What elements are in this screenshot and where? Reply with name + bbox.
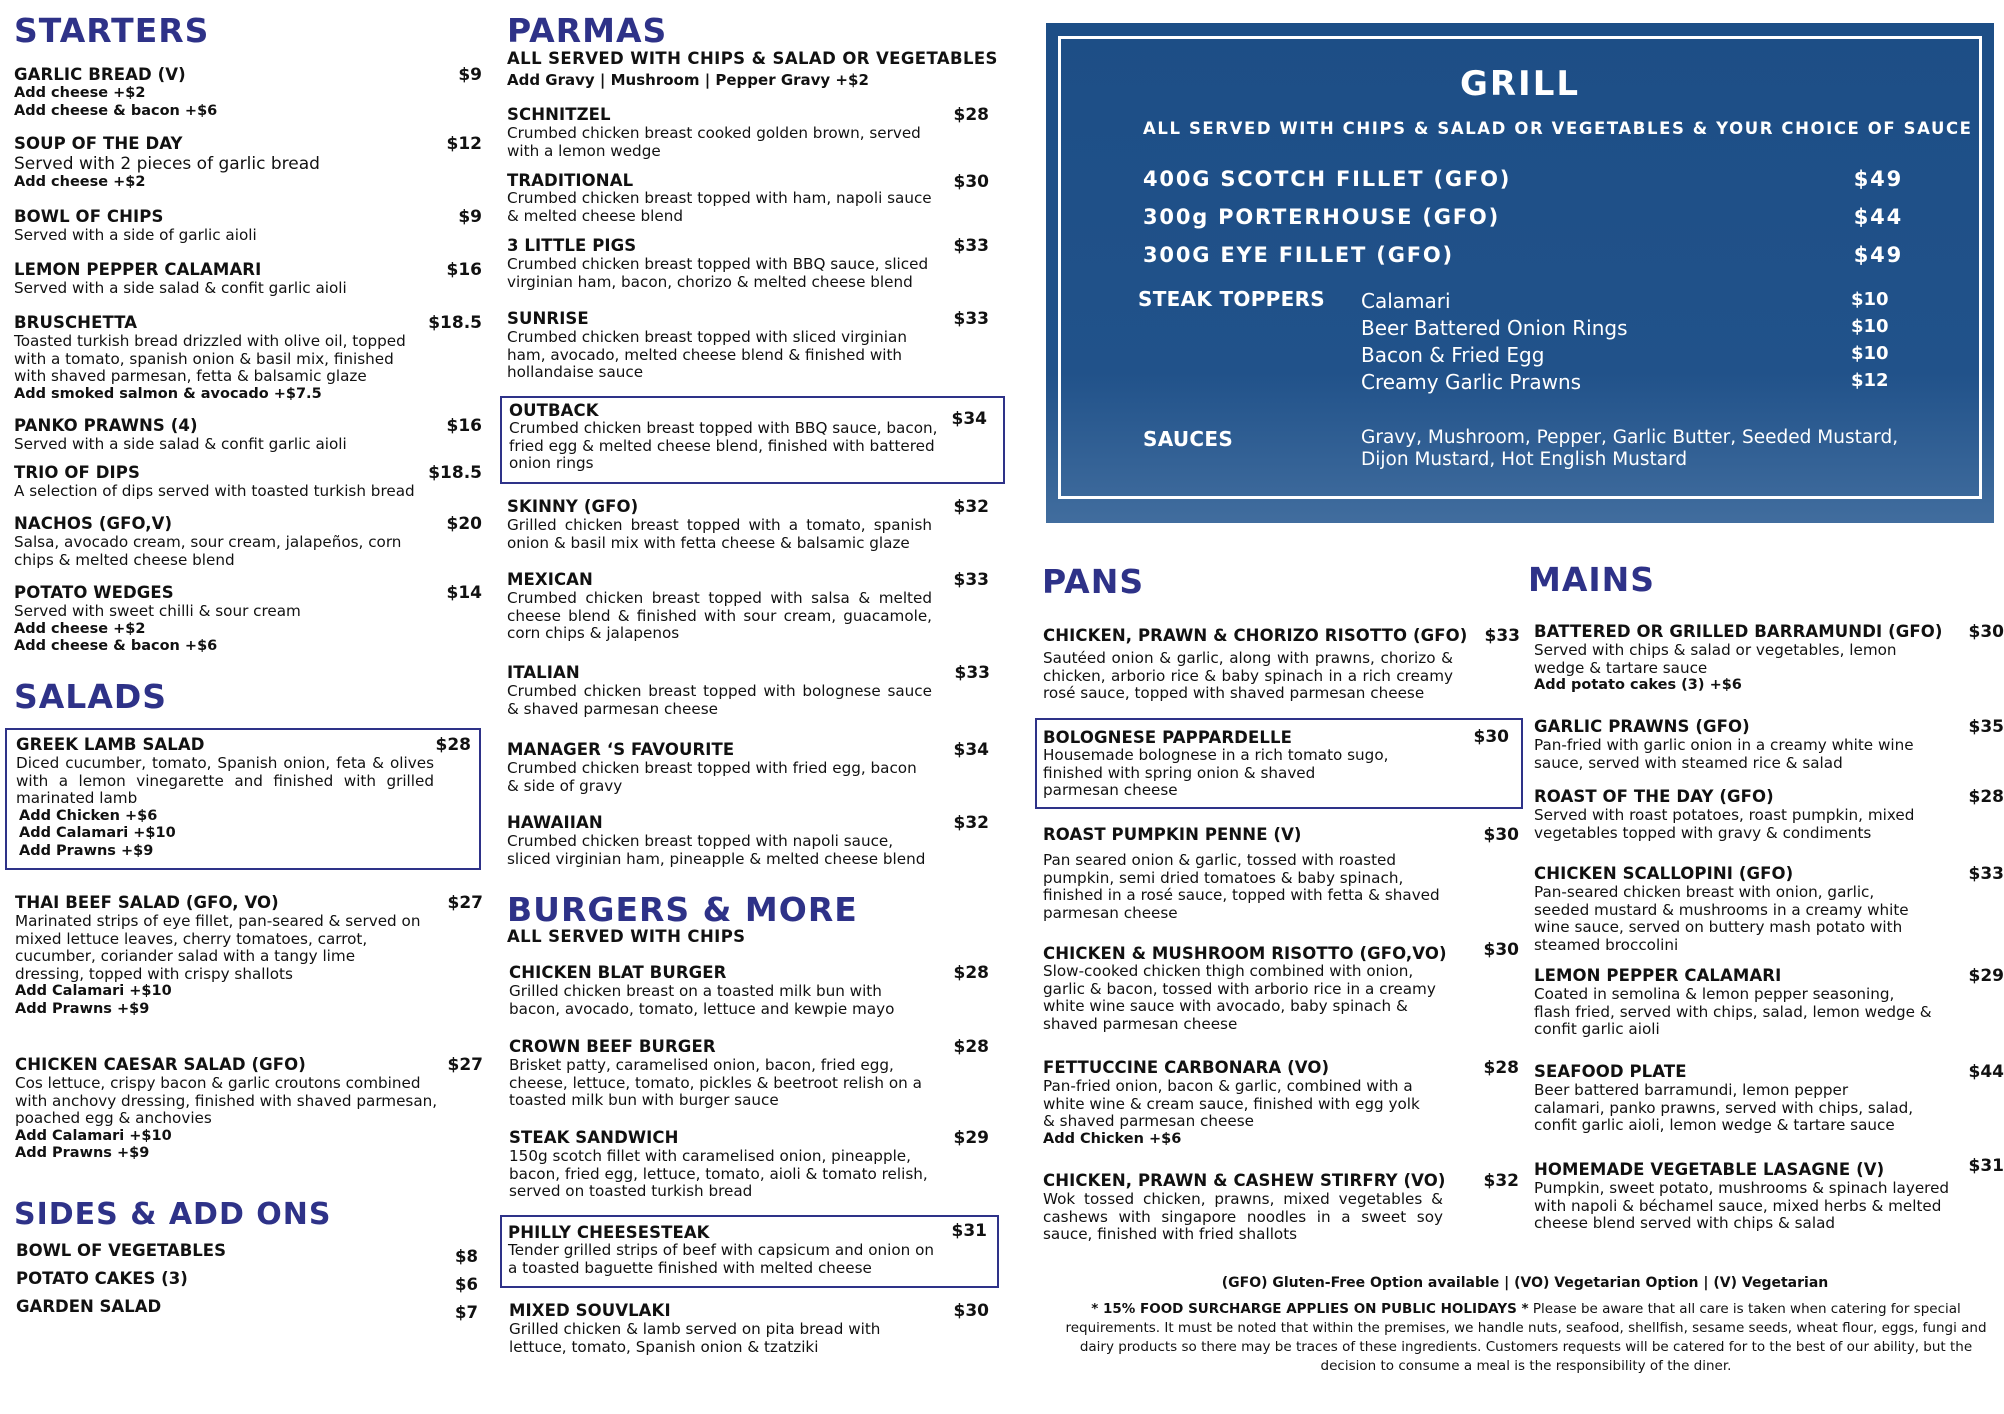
menu-item: [509, 1301, 987, 1356]
item-name: BATTERED OR GRILLED BARRAMUNDI (GFO): [1534, 622, 1943, 641]
item-description: Crumbed chicken breast topped with sliced virginian ham, avocado, melted cheese blend & finished with hollandaise sauce: [507, 328, 907, 381]
mains-heading: MAINS: [1528, 560, 1656, 599]
sauces-list: Gravy, Mushroom, Pepper, Garlic Butter, Seeded Mustard, Dijon Mustard, Hot English Mustard: [1361, 427, 1899, 470]
item-description: Crumbed chicken breast topped with BBQ sauce, sliced virginian ham, bacon, chorizo & melted cheese blend: [507, 255, 929, 291]
menu-item: [507, 497, 987, 552]
item-price: $28: [435, 735, 471, 755]
item-description: Served with 2 pieces of garlic bread: [14, 154, 320, 174]
grill-heading: GRILL: [1459, 64, 1581, 104]
footer-notice: [1062, 1300, 1990, 1376]
item-name: HOMEMADE VEGETABLE LASAGNE (V): [1534, 1160, 1885, 1179]
item-name: 300G EYE FILLET (GFO): [1143, 243, 1454, 267]
item-price: $16: [446, 260, 482, 280]
grill-panel: [1046, 23, 1994, 523]
item-name: Bacon & Fried Egg: [1361, 343, 1545, 367]
item-description: Brisket patty, caramelised onion, bacon, fried egg, cheese, lettuce, tomato, pickles & beetroot relish on a toasted milk bun with burger sauce: [509, 1056, 922, 1109]
item-name: NACHOS (GFO,V): [14, 514, 173, 533]
item-name: TRIO OF DIPS: [14, 463, 140, 482]
item-description: Beer battered barramundi, lemon pepper calamari, panko prawns, served with chips, salad, confit garlic aioli, lemon wedge & tartare sauce: [1534, 1081, 1914, 1134]
item-description: Slow-cooked chicken thigh combined with onion, garlic & bacon, tossed with arborio rice in a creamy white wine sauce with avocado, baby spinach & shaved parmesan cheese: [1043, 962, 1436, 1033]
item-description: Served with chips & salad or vegetables, lemon wedge & tartare sauce: [1534, 641, 1897, 677]
menu-item: [15, 893, 483, 1018]
grill-panel-border: [1058, 36, 1982, 499]
item-name: MANAGER ‘S FAVOURITE: [507, 740, 735, 759]
item-price: $44: [1853, 205, 1903, 229]
item-addon: Add cheese & bacon +$6: [14, 638, 218, 654]
grill-subheading: ALL SERVED WITH CHIPS & SALAD OR VEGETABLES & YOUR CHOICE OF SAUCE: [1143, 119, 1973, 138]
salads-heading: SALADS: [14, 677, 168, 716]
menu-item: [1534, 966, 2004, 1039]
item-price: $12: [446, 134, 482, 154]
item-name: SEAFOOD PLATE: [1534, 1062, 1687, 1081]
item-price: $32: [1483, 1171, 1519, 1191]
item-name: SOUP OF THE DAY: [14, 134, 183, 153]
menu-item-featured: [500, 396, 1005, 484]
menu-item: [14, 207, 482, 245]
item-name: TRADITIONAL: [507, 171, 634, 190]
item-price: $44: [1968, 1062, 2004, 1082]
menu-item: [1043, 1171, 1519, 1244]
menu-item: [14, 65, 482, 120]
item-description: Crumbed chicken breast topped with salsa & melted cheese blend & finished with sour cream, guacamole, corn chips & jalapenos: [507, 589, 932, 642]
item-price: $10: [1851, 289, 1889, 310]
item-name: ITALIAN: [507, 663, 580, 682]
topper-item: [1361, 370, 1889, 394]
item-name: BRUSCHETTA: [14, 313, 138, 332]
sides-heading: SIDES & ADD ONS: [14, 1197, 332, 1232]
item-name: MEXICAN: [507, 570, 593, 589]
menu-item: [507, 813, 987, 868]
sauces-label: SAUCES: [1143, 427, 1234, 451]
item-description: Crumbed chicken breast topped with napoli sauce, sliced virginian ham, pineapple & melted cheese blend: [507, 832, 926, 868]
item-price: $33: [953, 570, 989, 590]
item-description: Toasted turkish bread drizzled with olive oil, topped with a tomato, spanish onion & basil mix, finished with shaved parmesan, fetta & balsamic glaze: [14, 332, 406, 385]
item-name: SCHNITZEL: [507, 105, 611, 124]
item-price: $14: [446, 583, 482, 603]
menu-item: [1043, 626, 1520, 703]
allergy-notice: Please be aware that all care is taken when catering for special requirements. It must be noted that within the premises, we handle nuts, seafood, shellfish, sesame seeds, wheat flour, eggs, fungi and dairy products so there may be traces of these ingredients. Customers requests will be catered for to the best of our ability, but the decision to consume a meal is the responsibility of the diner.: [1065, 1301, 1987, 1374]
item-name: STEAK SANDWICH: [509, 1128, 679, 1147]
surcharge-notice: * 15% FOOD SURCHARGE APPLIES ON PUBLIC HOLIDAYS *: [1091, 1301, 1529, 1317]
menu-item: [15, 1055, 483, 1163]
item-name: 300g PORTERHOUSE (GFO): [1143, 205, 1500, 229]
item-description: Served with roast potatoes, roast pumpkin, mixed vegetables topped with gravy & condiments: [1534, 806, 1915, 842]
menu-item: [507, 663, 990, 718]
item-description: Served with sweet chilli & sour cream: [14, 602, 301, 620]
item-description: Cos lettuce, crispy bacon & garlic croutons combined with anchovy dressing, finished with shaved parmesan, poached egg & anchovies: [15, 1074, 438, 1127]
item-price: $18.5: [428, 463, 482, 483]
item-price: $33: [954, 663, 990, 683]
item-price: $34: [951, 409, 987, 429]
item-name: CHICKEN BLAT BURGER: [509, 963, 727, 982]
item-name: POTATO WEDGES: [14, 583, 174, 602]
item-description: Pumpkin, sweet potato, mushrooms & spinach layered with napoli & béchamel sauce, mixed herbs & melted cheese blend served with chips & salad: [1534, 1179, 1950, 1232]
item-name: ROAST PUMPKIN PENNE (V): [1043, 825, 1302, 844]
topper-item: [1361, 343, 1889, 367]
menu-item: [14, 313, 482, 403]
item-name: SUNRISE: [507, 309, 589, 328]
steak-item: [1143, 167, 1903, 191]
item-name: 400G SCOTCH FILLET (GFO): [1143, 167, 1512, 191]
item-description: Sautéed onion & garlic, along with prawns, chorizo & chicken, arborio rice & baby spinach in a rich creamy rosé sauce, topped with shaved parmesan cheese: [1043, 649, 1453, 702]
item-description: Grilled chicken & lamb served on pita bread with lettuce, tomato, Spanish onion & tzatziki: [509, 1320, 881, 1356]
menu-item: [14, 514, 482, 569]
menu-item: [509, 963, 987, 1018]
item-addon: Add Prawns +$9: [15, 1000, 150, 1017]
item-price: $30: [1473, 727, 1509, 747]
item-price: $27: [447, 893, 483, 913]
item-name: GARLIC BREAD (V): [14, 65, 186, 84]
item-name: LEMON PEPPER CALAMARI: [1534, 966, 1782, 985]
item-addon: Add cheese +$2: [14, 85, 146, 101]
item-addon: Add cheese +$2: [14, 620, 146, 637]
item-price: $20: [446, 514, 482, 534]
item-name: PANKO PRAWNS (4): [14, 416, 198, 435]
burgers-subheading: ALL SERVED WITH CHIPS: [507, 927, 746, 946]
item-name: MIXED SOUVLAKI: [509, 1301, 671, 1320]
item-description: Crumbed chicken breast topped with fried egg, bacon & side of gravy: [507, 759, 917, 795]
menu-item: [1534, 787, 2004, 842]
item-name: THAI BEEF SALAD (GFO, VO): [15, 893, 279, 912]
item-description: Served with a side of garlic aioli: [14, 226, 257, 244]
item-name: CHICKEN & MUSHROOM RISOTTO (GFO,VO): [1043, 944, 1447, 963]
menu-item: [14, 463, 482, 501]
burgers-heading: BURGERS & MORE: [507, 890, 858, 929]
item-price: $33: [953, 309, 989, 329]
item-name: CROWN BEEF BURGER: [509, 1037, 716, 1056]
item-name: CHICKEN SCALLOPINI (GFO): [1534, 864, 1794, 883]
item-name: Beer Battered Onion Rings: [1361, 316, 1628, 340]
item-name: PHILLY CHEESESTEAK: [508, 1223, 710, 1242]
item-name: CHICKEN, PRAWN & CASHEW STIRFRY (VO): [1043, 1171, 1446, 1190]
item-description: Crumbed chicken breast topped with BBQ sauce, bacon, fried egg & melted cheese blend, finished with battered onion rings: [509, 419, 938, 472]
menu-item-featured: [500, 1215, 999, 1288]
item-addon: Add potato cakes (3) +$6: [1534, 677, 1742, 693]
menu-item-featured: [5, 728, 481, 870]
item-addon: Add smoked salmon & avocado +$7.5: [14, 385, 322, 402]
item-price: $12: [1851, 370, 1889, 391]
item-description: Diced cucumber, tomato, Spanish onion, feta & olives with a lemon vinegarette and finished with grilled marinated lamb: [16, 754, 434, 807]
menu-item: [14, 134, 482, 192]
item-price: $49: [1853, 243, 1903, 267]
menu-item: [1534, 864, 2004, 954]
item-price: $31: [1968, 1156, 2004, 1176]
item-addon: Add Prawns +$9: [15, 1145, 150, 1161]
parmas-note: Add Gravy | Mushroom | Pepper Gravy +$2: [507, 71, 869, 89]
item-price: $30: [1968, 622, 2004, 642]
item-description: Tender grilled strips of beef with capsicum and onion on a toasted baguette finished with melted cheese: [508, 1241, 935, 1277]
item-name: LEMON PEPPER CALAMARI: [14, 260, 262, 279]
item-name: OUTBACK: [509, 401, 599, 420]
item-description: Crumbed chicken breast cooked golden brown, served with a lemon wedge: [507, 124, 921, 160]
item-description: Crumbed chicken breast topped with ham, napoli sauce & melted cheese blend: [507, 189, 932, 225]
menu-item: [509, 1128, 987, 1201]
item-price: $27: [447, 1055, 483, 1075]
item-name: CHICKEN CAESAR SALAD (GFO): [15, 1055, 306, 1074]
side-item: [16, 1269, 478, 1294]
topper-item: [1361, 316, 1889, 340]
item-price: $34: [953, 740, 989, 760]
steak-toppers-label: STEAK TOPPERS: [1138, 287, 1325, 311]
item-description: Grilled chicken breast on a toasted milk bun with bacon, avocado, tomato, lettuce and kewpie mayo: [509, 982, 895, 1018]
item-addon: Add Chicken +$6: [1043, 1130, 1182, 1147]
item-price: $33: [1968, 864, 2004, 884]
item-name: Calamari: [1361, 289, 1451, 313]
item-description: Marinated strips of eye fillet, pan-seared & served on mixed lettuce leaves, cherry tomatoes, carrot, cucumber, coriander salad with a tangy lime dressing, topped with crispy shallots: [15, 912, 421, 983]
menu-item: [1534, 622, 2004, 695]
item-name: CHICKEN, PRAWN & CHORIZO RISOTTO (GFO): [1043, 626, 1468, 645]
item-description: Crumbed chicken breast topped with bolognese sauce & shaved parmesan cheese: [507, 682, 932, 718]
menu-item: [14, 583, 482, 656]
item-name: FETTUCCINE CARBONARA (VO): [1043, 1058, 1330, 1077]
item-price: $9: [458, 65, 482, 85]
item-description: Wok tossed chicken, prawns, mixed vegetables & cashews with singapore noodles in a sweet soy sauce, finished with fried shallots: [1043, 1190, 1443, 1243]
item-price: $8: [455, 1247, 478, 1266]
item-price: $28: [953, 105, 989, 125]
pans-heading: PANS: [1042, 562, 1145, 601]
menu-item: [507, 172, 987, 225]
item-price: $33: [953, 236, 989, 256]
item-description: Served with a side salad & confit garlic aioli: [14, 279, 347, 297]
item-description: Pan seared onion & garlic, tossed with roasted pumpkin, semi dried tomatoes & baby spinach, finished in a rosé sauce, topped with fetta & shaved parmesan cheese: [1043, 851, 1440, 922]
item-addon: Add Calamari +$10: [15, 1127, 172, 1144]
item-price: $10: [1851, 343, 1889, 364]
menu-item: [507, 309, 987, 382]
item-description: Pan-fried onion, bacon & garlic, combined with a white wine & cream sauce, finished with egg yolk & shaved parmesan cheese: [1043, 1077, 1420, 1130]
menu-item: [1043, 940, 1519, 1033]
menu-item: [1534, 717, 2004, 772]
menu-item: [507, 236, 987, 291]
item-price: $30: [1483, 940, 1519, 960]
item-price: $30: [953, 1301, 989, 1321]
menu-item: [507, 570, 987, 643]
steak-item: [1143, 205, 1903, 229]
item-price: $49: [1853, 167, 1903, 191]
item-name: ROAST OF THE DAY (GFO): [1534, 787, 1774, 806]
parmas-subheading: ALL SERVED WITH CHIPS & SALAD OR VEGETABLES: [507, 49, 998, 68]
menu-item: [507, 105, 987, 160]
starters-heading: STARTERS: [14, 11, 210, 50]
item-price: $32: [953, 813, 989, 833]
menu-item: [1043, 825, 1519, 922]
item-description: Pan-seared chicken breast with onion, garlic, seeded mustard & mushrooms in a creamy white wine sauce, served on buttery mash potato with steamed broccolini: [1534, 883, 1909, 954]
item-description: 150g scotch fillet with caramelised onion, pineapple, bacon, fried egg, lettuce, tomato, aioli & tomato relish, served on toasted turkish bread: [509, 1147, 928, 1200]
item-price: $29: [953, 1128, 989, 1148]
item-name: HAWAIIAN: [507, 813, 603, 832]
item-name: GARLIC PRAWNS (GFO): [1534, 717, 1750, 736]
menu-item: [507, 740, 987, 795]
item-addon: Add Calamari +$10: [15, 983, 172, 999]
steak-item: [1143, 243, 1903, 267]
item-description: Coated in semolina & lemon pepper seasoning, flash fried, served with chips, salad, lemon wedge & confit garlic aioli: [1534, 985, 1932, 1038]
item-price: $33: [1484, 626, 1520, 646]
parmas-heading: PARMAS: [507, 11, 668, 50]
item-addon: Add cheese & bacon +$6: [14, 102, 218, 119]
item-price: $6: [455, 1275, 478, 1294]
item-price: $7: [455, 1303, 478, 1322]
item-price: $9: [458, 207, 482, 227]
menu-item: [1534, 1062, 2004, 1135]
item-addon: Add Calamari +$10: [19, 825, 176, 841]
item-price: $28: [953, 1037, 989, 1057]
item-addon: Add cheese +$2: [14, 174, 146, 190]
side-item: [16, 1297, 478, 1322]
menu-item: [14, 416, 482, 454]
item-name: GREEK LAMB SALAD: [16, 735, 205, 754]
menu-item: [1043, 1058, 1519, 1148]
item-name: GARDEN SALAD: [16, 1297, 162, 1316]
item-description: A selection of dips served with toasted turkish bread: [14, 482, 415, 500]
item-description: Pan-fried with garlic onion in a creamy white wine sauce, served with steamed rice & salad: [1534, 736, 1914, 772]
item-price: $16: [446, 416, 482, 436]
item-price: $28: [1483, 1058, 1519, 1078]
item-addon: Add Prawns +$9: [19, 842, 154, 859]
item-price: $32: [953, 497, 989, 517]
item-price: $35: [1968, 717, 2004, 737]
item-name: 3 LITTLE PIGS: [507, 236, 637, 255]
item-name: BOLOGNESE PAPPARDELLE: [1043, 728, 1292, 747]
item-name: POTATO CAKES (3): [16, 1269, 188, 1288]
item-price: $28: [1968, 787, 2004, 807]
item-description: Grilled chicken breast topped with a tomato, spanish onion & basil mix with fetta cheese & balsamic glaze: [507, 516, 932, 552]
item-price: $18.5: [428, 313, 482, 333]
item-description: Salsa, avocado cream, sour cream, jalapeños, corn chips & melted cheese blend: [14, 533, 402, 569]
menu-item: [1534, 1156, 2004, 1233]
item-description: Housemade bolognese in a rich tomato sugo, finished with spring onion & shaved parmesan cheese: [1043, 746, 1389, 799]
item-price: $31: [951, 1221, 987, 1241]
item-price: $30: [1483, 825, 1519, 845]
item-description: Served with a side salad & confit garlic aioli: [14, 435, 347, 453]
menu-item: [14, 260, 482, 298]
menu-item-featured: [1035, 718, 1523, 809]
item-name: BOWL OF CHIPS: [14, 207, 164, 226]
item-price: $29: [1968, 966, 2004, 986]
item-name: BOWL OF VEGETABLES: [16, 1241, 226, 1260]
item-name: SKINNY (GFO): [507, 497, 639, 516]
item-price: $30: [953, 172, 989, 192]
item-name: Creamy Garlic Prawns: [1361, 370, 1582, 394]
item-addon: Add Chicken +$6: [19, 807, 158, 824]
dietary-legend: (GFO) Gluten-Free Option available | (VO) Vegetarian Option | (V) Vegetarian: [1221, 1275, 1829, 1291]
menu-item: [509, 1037, 987, 1110]
side-item: [16, 1241, 478, 1266]
item-price: $28: [953, 963, 989, 983]
topper-item: [1361, 289, 1889, 313]
item-price: $10: [1851, 316, 1889, 337]
